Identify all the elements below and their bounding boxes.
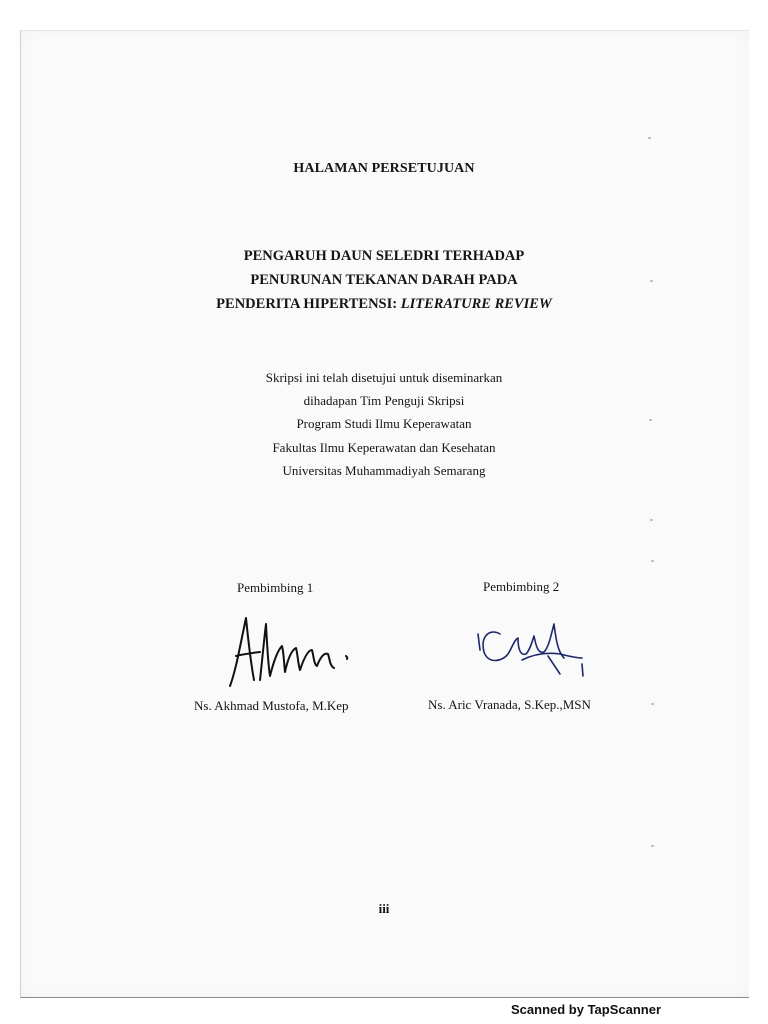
- supervisor-1-name: Ns. Akhmad Mustofa, M.Kep: [194, 698, 349, 713]
- scan-speck: [650, 519, 653, 521]
- supervisor-2-signature: [472, 614, 592, 684]
- supervisor-1-signature: [222, 610, 362, 690]
- scan-speck: [651, 703, 654, 705]
- page-number: iii: [378, 901, 390, 916]
- thesis-title-line-3-italic: LITERATURE REVIEW: [400, 296, 552, 312]
- scan-speck: [651, 560, 654, 562]
- thesis-title-line-3: [0, 296, 768, 313]
- supervisor-1-label: Pembimbing 1: [237, 580, 314, 595]
- supervisor-2-label: Pembimbing 2: [483, 579, 560, 594]
- approval-line-1: Skripsi ini telah disetujui untuk diseminarkan: [265, 370, 503, 385]
- page-heading: HALAMAN PERSETUJUAN: [293, 161, 475, 176]
- approval-line-3: Program Studi Ilmu Keperawatan: [296, 416, 472, 431]
- approval-line-4: Fakultas Ilmu Keperawatan dan Kesehatan: [272, 440, 496, 455]
- supervisor-2-name: Ns. Aric Vranada, S.Kep.,MSN: [428, 697, 591, 712]
- thesis-title-line-1: PENGARUH DAUN SELEDRI TERHADAP: [243, 248, 525, 264]
- scanner-watermark: Scanned by TapScanner: [511, 1002, 662, 1017]
- thesis-title-line-2: PENURUNAN TEKANAN DARAH PADA: [250, 272, 518, 288]
- thesis-title-line-3-prefix: PENDERITA HIPERTENSI:: [216, 296, 401, 312]
- approval-line-5: Universitas Muhammadiyah Semarang: [282, 463, 486, 478]
- approval-line-2: dihadapan Tim Penguji Skripsi: [303, 393, 465, 408]
- scan-speck: [651, 845, 654, 847]
- scan-speck: [648, 137, 651, 139]
